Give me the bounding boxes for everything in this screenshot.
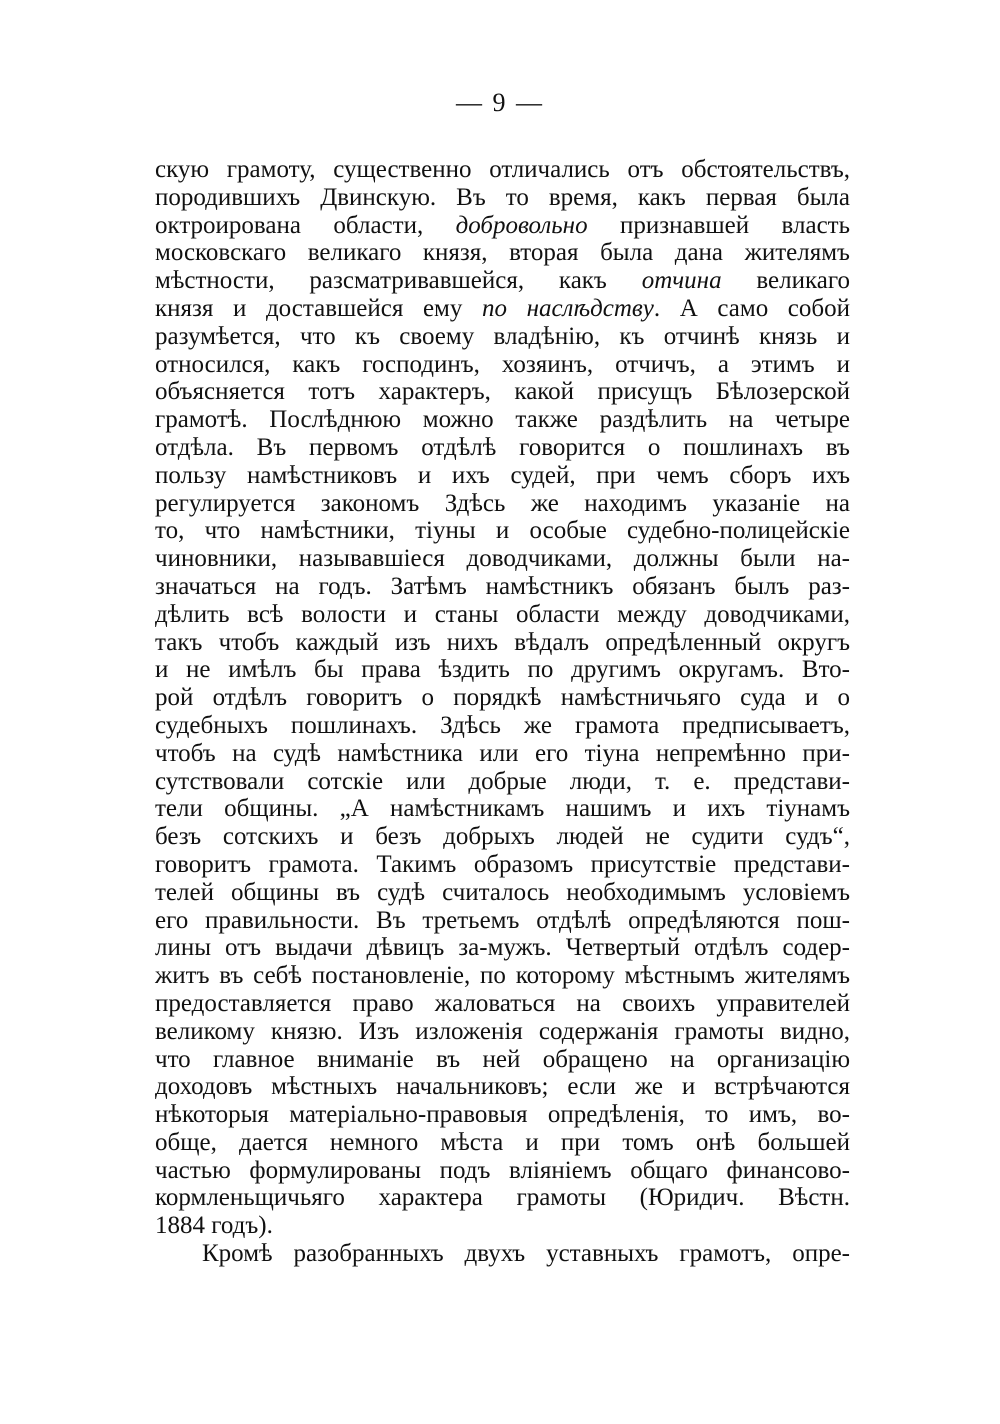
text-line [155, 1101, 850, 1129]
page-number: — 9 — [456, 88, 544, 117]
text-line [155, 934, 850, 962]
text-line [155, 1046, 850, 1074]
text-line [155, 184, 850, 212]
text-line [155, 712, 850, 740]
text-segment: признавшей власть [587, 211, 851, 239]
text-line [155, 629, 850, 657]
text-segment: безъ сотскихъ и безъ добрыхъ людей не судити судъ“, [155, 823, 850, 851]
text-segment: что главное вниманіе въ ней обращено на организацію [155, 1045, 850, 1073]
text-segment: обще, дается немного мѣста и при томъ онѣ большей [155, 1128, 850, 1156]
text-line [155, 406, 850, 434]
text-segment: значаться на годъ. Затѣмъ намѣстникъ обязанъ былъ раз- [155, 572, 850, 600]
text-line [155, 1018, 850, 1046]
text-line [155, 907, 850, 935]
text-line [155, 462, 850, 490]
text-segment: объясняется тотъ характеръ, какой присущъ Бѣлозерской [155, 378, 850, 406]
text-segment: грамотѣ. Послѣднюю можно также раздѣлить на четыре [155, 406, 850, 434]
text-segment: относился, какъ господинъ, хозяинъ, отчичъ, а этимъ и [155, 350, 850, 378]
text-segment: кормленьщичьяго характера грамоты (Юридич. Вѣстн. [155, 1184, 850, 1212]
text-segment: нѣкоторыя матеріально-правовыя опредѣленія, то имъ, во- [155, 1101, 850, 1129]
text-segment: сутствовали сотскіе или добрые люди, т. е. представи- [155, 767, 850, 795]
text-segment: лины отъ выдачи дѣвицъ за-мужъ. Четвертый отдѣлъ содер- [155, 934, 850, 962]
text-line [155, 1157, 850, 1185]
text-segment: великаго [721, 267, 850, 295]
text-line [155, 295, 850, 323]
text-line [155, 656, 850, 684]
text-segment: отдѣла. Въ первомъ отдѣлѣ говорится о пошлинахъ въ [155, 433, 850, 461]
text-line [155, 573, 850, 601]
text-segment: частью формулированы подъ вліяніемъ общаго финансово- [155, 1156, 850, 1184]
text-segment: говоритъ грамота. Такимъ образомъ присутствіе представи- [155, 850, 850, 878]
text-segment: князя и доставшейся ему [155, 294, 482, 322]
text-line [155, 434, 850, 462]
text-segment: житъ въ себѣ постановленіе, по которому мѣстнымъ жителямъ [155, 962, 850, 990]
text-line [155, 1129, 850, 1157]
text-segment: то, что намѣстники, тіуны и особые судебно-полицейскіе [155, 517, 850, 545]
italic-text: добровольно [455, 211, 588, 239]
text-line [155, 517, 850, 545]
text-line [155, 1212, 850, 1240]
italic-text: отчина [641, 267, 722, 295]
text-line [155, 239, 850, 267]
text-line [155, 1073, 850, 1101]
text-line [155, 740, 850, 768]
text-line [155, 990, 850, 1018]
text-segment: рой отдѣлъ говоритъ о порядкѣ намѣстничьяго суда и о [155, 684, 850, 712]
italic-text: по наслѣдству [481, 294, 654, 322]
text-segment: доходовъ мѣстныхъ начальниковъ; если же и встрѣчаются [155, 1073, 850, 1101]
text-line [155, 1184, 850, 1212]
text-line [155, 323, 850, 351]
text-segment: скую грамоту, существенно отличались отъ обстоятельствъ, [155, 156, 850, 183]
text-segment: тели общины. „А намѣстникамъ нашимъ и ихъ тіунамъ [155, 795, 850, 823]
text-line [155, 378, 850, 406]
text-segment: породившихъ Двинскую. Въ то время, какъ первая была [155, 183, 850, 211]
text-line [155, 545, 850, 573]
text-line [155, 351, 850, 379]
text-segment: судебныхъ пошлинахъ. Здѣсь же грамота предписываетъ, [155, 711, 850, 739]
text-line [155, 1240, 850, 1268]
text-segment: Кромѣ разобранныхъ двухъ уставныхъ грамотъ, опре- [202, 1240, 850, 1268]
text-line [155, 851, 850, 879]
text-segment: пользу намѣстниковъ и ихъ судей, при чемъ сборъ ихъ [155, 461, 850, 489]
text-line [155, 490, 850, 518]
text-line [155, 768, 850, 796]
text-line [155, 795, 850, 823]
text-segment: чиновники, называвшіеся доводчиками, должны были на- [155, 545, 850, 573]
text-segment: предоставляется право жаловаться на своихъ управителей [155, 989, 850, 1017]
text-segment: разумѣется, что къ своему владѣнію, къ отчинѣ князь и [155, 322, 850, 350]
text-line [155, 879, 850, 907]
text-line [155, 156, 850, 184]
text-line [155, 823, 850, 851]
text-segment: мѣстности, разсматривавшейся, какъ [155, 267, 642, 295]
text-segment: телей общины въ судѣ считалось необходимымъ условіемъ [155, 878, 850, 906]
text-segment: чтобъ на судѣ намѣстника или его тіуна непремѣнно при- [155, 739, 850, 767]
text-segment: октроирована области, [155, 211, 456, 239]
text-segment: великому князю. Изъ изложенія содержанія грамоты видно, [155, 1017, 850, 1045]
text-segment: и не имѣлъ бы права ѣздить по другимъ округамъ. Вто- [155, 656, 850, 684]
text-segment: его правильности. Въ третьемъ отдѣлѣ опредѣляются пош- [155, 906, 850, 934]
text-segment: . А само собой [653, 294, 850, 322]
text-segment: такъ чтобъ каждый изъ нихъ вѣдалъ опредѣленный округъ [155, 628, 850, 656]
text-line [155, 267, 850, 295]
text-line [155, 601, 850, 629]
text-segment: 1884 годъ). [155, 1212, 273, 1240]
text-segment: московскаго великаго князя, вторая была дана жителямъ [155, 239, 850, 267]
text-segment: регулируется закономъ Здѣсь же находимъ указаніе на [155, 489, 850, 517]
text-line [155, 962, 850, 990]
text-segment: дѣлить всѣ волости и станы области между доводчиками, [155, 600, 850, 628]
text-line [155, 212, 850, 240]
text-line [155, 684, 850, 712]
body-text [155, 156, 850, 1268]
